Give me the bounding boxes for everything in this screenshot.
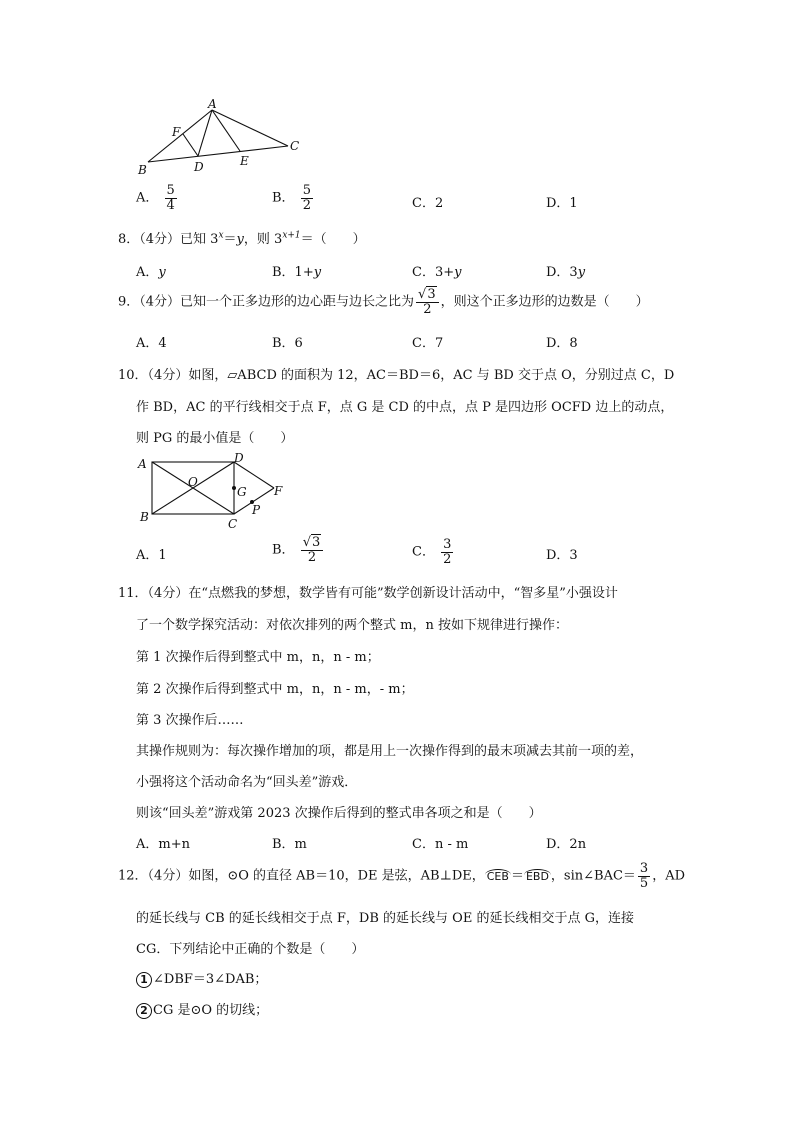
q11-option-b: B．m: [272, 837, 307, 852]
q12-fraction-den: 5: [639, 875, 649, 891]
q7-option-a: [136, 184, 179, 212]
q8-option-d: [546, 261, 585, 280]
q8-option-a-label: A．: [136, 265, 159, 280]
q12-equals: ＝: [510, 868, 524, 884]
q12-item-2: [136, 999, 268, 1019]
fig10-label-g: G: [237, 485, 247, 499]
q8-prefix: 8．（4分）已知 3: [118, 232, 219, 247]
q9-option-d: D．8: [546, 336, 578, 351]
parallelogram-figure-q10: [134, 450, 294, 532]
q10-option-c-label: C．: [412, 544, 435, 560]
q10-option-b-fraction: [301, 536, 324, 564]
q8-option-d-label: D．3: [546, 265, 578, 280]
fig7-label-d: D: [194, 160, 204, 174]
q7-option-b-fraction: [301, 184, 313, 212]
q7-option-d: D．1: [546, 196, 578, 211]
q8-option-a: [136, 261, 166, 280]
q8-option-a-var: y: [158, 265, 166, 280]
q12-prefix: 12．（4分）如图，⊙O 的直径 AB＝10，DE 是弦，AB⊥DE，: [118, 868, 485, 884]
q8-option-c-var: y: [454, 265, 462, 280]
q10-option-a: A．1: [136, 548, 167, 563]
q10-option-b-num: √3: [301, 536, 324, 551]
q12-stem: [118, 862, 685, 890]
fig10-label-d: D: [234, 451, 244, 465]
q10-option-d: D．3: [546, 548, 578, 563]
q12-item-1: [136, 968, 267, 988]
q11-line-6: 其操作规则为：每次操作增加的项，都是用上一次操作得到的最末项减去其前一项的差，: [136, 744, 644, 759]
fig7-label-b: B: [138, 163, 147, 176]
fig10-label-b: B: [140, 510, 149, 524]
q8-option-b: [272, 261, 321, 280]
q8-exponent-1: x: [218, 230, 224, 241]
q12-item-1-text: ∠DBF＝3∠DAB；: [153, 972, 268, 987]
fig10-label-c: C: [228, 517, 238, 531]
q9-suffix: ，则这个正多边形的边数是（ ）: [440, 294, 649, 310]
q10-option-c-num: 3: [443, 537, 452, 552]
q8-option-c-label: C．3+: [412, 265, 455, 280]
q11-option-c: C．n - m: [412, 837, 469, 852]
q12-arc-ebd: EBD: [525, 869, 549, 883]
q8-var-y: y: [236, 232, 244, 247]
circled-number-2: 2: [136, 1003, 152, 1019]
q8-stem: [118, 228, 366, 247]
q10-option-c-fraction: [441, 538, 453, 566]
q10-option-c: [412, 538, 455, 566]
q12-item-2-text: CG 是⊙O 的切线；: [153, 1003, 269, 1018]
q12-suffix: ，AD: [652, 868, 685, 884]
q9-option-c: C．7: [412, 336, 444, 351]
q9-option-a: A．4: [136, 336, 167, 351]
q11-line-8: 则该“回头差”游戏第 2023 次操作后得到的整式串各项之和是（ ）: [136, 806, 542, 821]
fig7-label-c: C: [290, 139, 300, 153]
triangle-figure-q7: [130, 96, 310, 176]
q9-stem: [118, 288, 649, 316]
q10-option-b-label: B．: [272, 542, 295, 558]
q10-option-b: [272, 536, 325, 564]
q11-line-2: 了一个数学探究活动：对依次排列的两个整式 m，n 按如下规律进行操作：: [136, 618, 568, 633]
q7-option-a-num: 5: [166, 183, 175, 198]
q7-option-b: [272, 184, 315, 212]
q9-fraction-den: 2: [423, 301, 432, 317]
q12-fraction: [638, 862, 650, 890]
q12-fraction-num: 3: [639, 861, 649, 876]
q12-arc-ceb: CEB: [486, 869, 509, 883]
q10-option-c-den: 2: [443, 551, 452, 567]
fig10-label-o: O: [188, 475, 198, 489]
q7-option-a-fraction: [165, 184, 177, 212]
q11-line-3: 第 1 次操作后得到整式中 m，n，n - m；: [136, 650, 380, 665]
fig7-label-e: E: [240, 154, 249, 168]
fig7-label-a: A: [208, 97, 217, 111]
q8-suffix: ＝（ ）: [300, 232, 366, 247]
q8-exponent-2: x+1: [282, 230, 301, 241]
q7-option-a-label: A．: [136, 190, 159, 206]
q9-option-b: B．6: [272, 336, 303, 351]
q9-sqrt-value: 3: [427, 287, 436, 302]
q8-option-b-var: y: [313, 265, 322, 280]
q11-option-d: D．2n: [546, 837, 587, 852]
q11-line-7: 小强将这个活动命名为“回头差”游戏．: [136, 775, 358, 790]
q10-option-b-sqrt: 3: [312, 535, 321, 550]
q11-line-4: 第 2 次操作后得到整式中 m，n，n - m，- m；: [136, 682, 414, 697]
q12-line-2: 的延长线与 CB 的延长线相交于点 F，DB 的延长线与 OE 的延长线相交于点 G，连接: [136, 911, 634, 926]
q8-equals: ＝: [223, 232, 237, 247]
q7-option-b-label: B．: [272, 190, 295, 206]
q11-line-1: 11．（4分）在“点燃我的梦想，数学皆有可能”数学创新设计活动中，“智多星”小强设计: [118, 586, 618, 601]
q10-line-2: 作 BD，AC 的平行线相交于点 F，点 G 是 CD 的中点，点 P 是四边形 OCFD 边上的动点，: [136, 400, 674, 415]
q8-option-b-label: B．1+: [272, 265, 314, 280]
fig10-label-f: F: [274, 484, 283, 498]
q10-option-b-den: 2: [307, 549, 317, 565]
q8-option-d-var: y: [577, 265, 586, 280]
q9-prefix: 9．（4分）已知一个正多边形的边心距与边长之比为: [118, 294, 415, 310]
q7-option-b-den: 2: [302, 197, 311, 213]
q9-fraction-num: √3: [416, 288, 439, 303]
q9-fraction: [416, 288, 439, 316]
q12-sin: ，sin∠BAC＝: [550, 868, 636, 884]
q7-option-a-den: 4: [166, 197, 175, 213]
circled-number-1: 1: [136, 972, 152, 988]
fig7-label-f: F: [172, 125, 181, 139]
q11-option-a: A．m+n: [136, 837, 190, 852]
q8-mid: ，则 3: [243, 232, 283, 247]
q12-line-3: CG．下列结论中正确的个数是（ ）: [136, 942, 365, 957]
fig10-label-a: A: [138, 457, 147, 471]
q10-line-3: 则 PG 的最小值是（ ）: [136, 431, 294, 446]
q8-option-c: [412, 261, 461, 280]
fig10-label-p: P: [252, 503, 261, 517]
q11-line-5: 第 3 次操作后……: [136, 713, 244, 728]
q7-option-b-num: 5: [302, 183, 311, 198]
q7-option-c: C．2: [412, 196, 444, 211]
q10-line-1: 10．（4分）如图，▱ABCD 的面积为 12，AC＝BD＝6，AC 与 BD 交于点 O，分别过点 C，D: [118, 368, 675, 383]
